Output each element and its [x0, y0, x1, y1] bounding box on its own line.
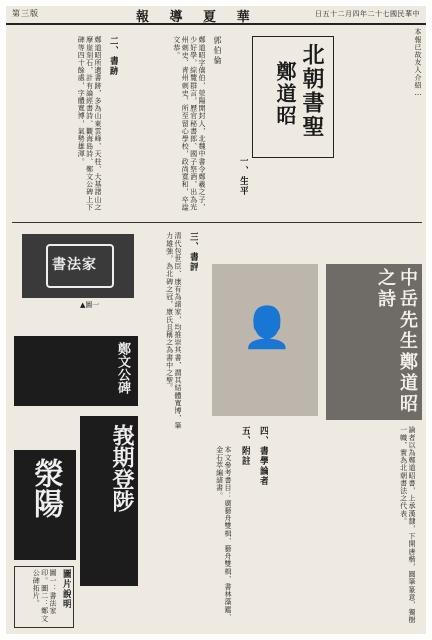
- body-column-1: 鄭道昭字僖伯，滎陽開封人，北魏中書令鄭羲之子，少好學，綜覽群言，歷官秘書郎、國子祭酒，出為光州刺史、青州刺史，所至留心學校，政尚寬和，卒諡文恭。: [172, 36, 206, 211]
- headline-box: [252, 36, 334, 158]
- newspaper-title: 報 導 夏 華: [136, 10, 258, 25]
- caption-title: 圖片說明: [61, 569, 71, 609]
- calligraphy-block-1: [14, 450, 76, 560]
- body-column-4: 論者以為鄭道昭書，上承漢隸，下開唐楷，圓筆篆意，獨樹一幟，實為北朝書法之代表。: [399, 426, 416, 624]
- section-heading-3: 三、書評: [188, 232, 198, 272]
- section-heading-5: 五、附註: [240, 426, 250, 466]
- divider: [12, 222, 422, 223]
- intro-text: 本報已故友人介紹…: [414, 28, 422, 98]
- calligraphy-block-1-text: 滎陽: [28, 458, 63, 518]
- issue-date: 日五十二月四年二十七國民華中: [315, 10, 420, 18]
- caption-box: [14, 566, 74, 628]
- calligraphy-image: [326, 264, 422, 420]
- body-column-3: 清代包世臣、康有為諸家，均推崇其書，謂其結體寬博，筆力雄強，為北碑之冠，康氏且稱之為書中之聖。: [165, 232, 182, 430]
- calligraphy-block-2: [80, 416, 138, 586]
- section-heading-2: 二、書跡: [108, 36, 118, 76]
- portrait-figure-icon: 👤: [242, 305, 292, 351]
- section-heading-4: 四、書學論者: [258, 426, 268, 486]
- byline: 郭伯倫: [213, 36, 222, 66]
- page-number: 第三版: [12, 9, 39, 18]
- calligraphy-block-3-text: 鄭文公碑: [115, 342, 130, 394]
- newspaper-page: [6, 6, 426, 634]
- section-heading-1: 一、生平: [238, 156, 248, 196]
- portrait-image: [212, 264, 318, 416]
- caption-text: 圖一：書法家印。圖二：鄭文公碑拓片。: [32, 569, 57, 623]
- seal-text: 書法家: [52, 257, 97, 273]
- calligraphy-text: 中岳先生鄭道昭之詩: [375, 268, 418, 415]
- headline-title: 北朝書聖: [299, 43, 325, 139]
- calligraphy-block-2-text: 峩期登陟: [109, 424, 135, 512]
- headline-subject: 鄭道昭: [273, 61, 297, 127]
- calligraphy-block-3: [14, 336, 138, 406]
- masthead: [6, 6, 426, 25]
- body-column-2: 鄭道昭所遺書跡，多為山東雲峰、天柱、大基諸山之摩崖刻石，計有論經書詩、觀海島詩、鄭文公碑上下碑等四十餘處，字體寬博，氣勢雄渾。: [77, 36, 102, 211]
- seal-image: [22, 234, 134, 298]
- seal-caption: ▲圖一: [80, 301, 100, 309]
- body-column-5: 本文參考書目：廣藝舟雙楫、藝舟雙楫、書林藻鑑、金石萃編諸書。: [215, 446, 232, 621]
